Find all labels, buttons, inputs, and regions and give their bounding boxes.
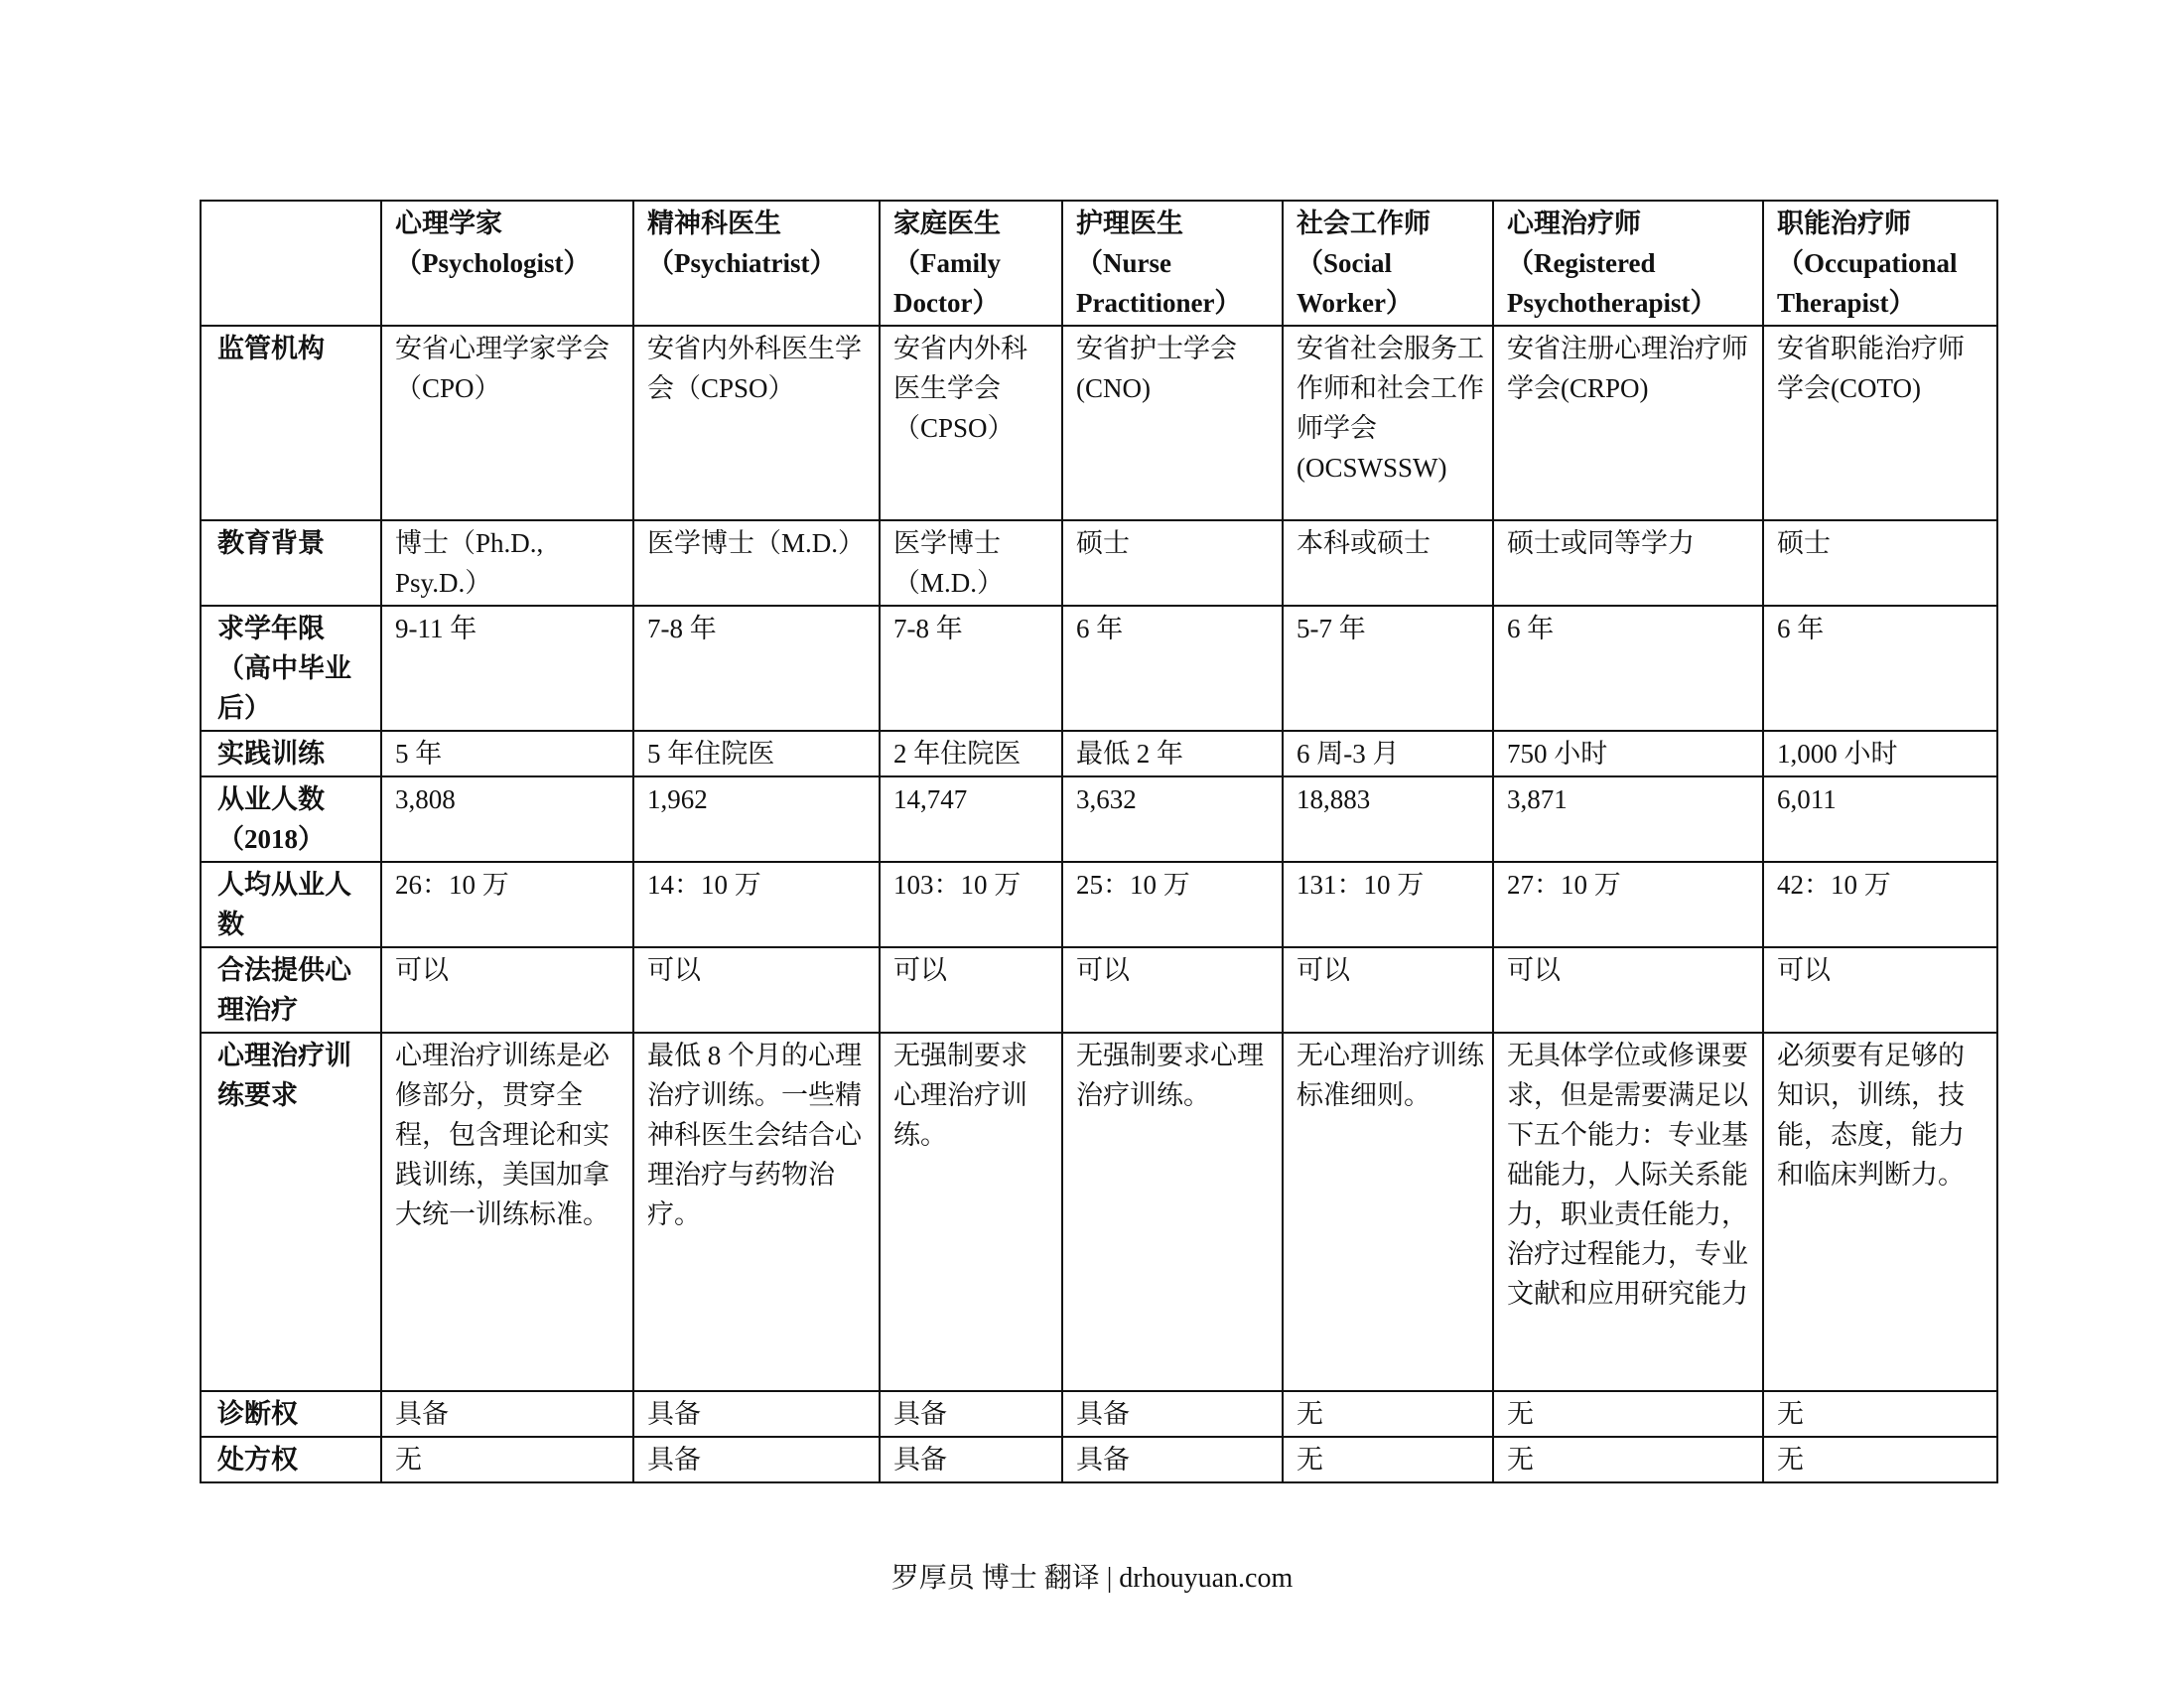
table-cell: 6 年 (1493, 606, 1763, 731)
table-row-therapy-training (201, 1033, 1997, 1391)
table-cell: 博士（Ph.D., Psy.D.） (381, 520, 633, 606)
table-cell: 6 年 (1763, 606, 1997, 731)
table-cell: 无具体学位或修课要求，但是需要满足以下五个能力：专业基础能力，人际关系能力，职业责任能力，治疗过程能力，专业文献和应用研究能力 (1493, 1033, 1763, 1391)
table-row-regulator (201, 326, 1997, 520)
column-header-en: （Psychiatrist） (647, 248, 837, 278)
row-label: 人均从业人数 (201, 862, 381, 947)
column-header-psychiatrist (633, 201, 880, 326)
table-cell: 具备 (1062, 1437, 1283, 1482)
column-header-psychologist (381, 201, 633, 326)
table-cell: 硕士 (1763, 520, 1997, 606)
table-row-practitioners (201, 776, 1997, 862)
table-cell: 安省护士学会(CNO) (1062, 326, 1283, 520)
table-cell: 无 (1283, 1437, 1493, 1482)
column-header-zh: 心理学家 (395, 209, 502, 238)
table-cell: 5-7 年 (1283, 606, 1493, 731)
table-cell: 具备 (381, 1391, 633, 1437)
table-row-prescription (201, 1437, 1997, 1482)
table-cell: 最低 2 年 (1062, 731, 1283, 776)
table-cell: 103：10 万 (880, 862, 1062, 947)
table-cell: 安省心理学家学会（CPO） (381, 326, 633, 520)
table-cell: 3,808 (381, 776, 633, 862)
table-row-practice-training (201, 731, 1997, 776)
table-cell: 6,011 (1763, 776, 1997, 862)
table-cell: 131：10 万 (1283, 862, 1493, 947)
table-row-study-years (201, 606, 1997, 731)
table-cell: 5 年住院医 (633, 731, 880, 776)
table-cell: 无强制要求心理治疗训练。 (880, 1033, 1062, 1391)
column-header-occupational-therapist (1763, 201, 1997, 326)
table-cell: 2 年住院医 (880, 731, 1062, 776)
column-header-zh: 职能治疗师 (1777, 209, 1911, 238)
row-label: 实践训练 (201, 731, 381, 776)
table-cell: 7-8 年 (633, 606, 880, 731)
table-cell: 6 年 (1062, 606, 1283, 731)
table-cell: 27：10 万 (1493, 862, 1763, 947)
table-cell: 无 (1493, 1437, 1763, 1482)
table-cell: 无 (1763, 1391, 1997, 1437)
table-cell: 具备 (880, 1391, 1062, 1437)
table-cell: 医学博士（M.D.） (633, 520, 880, 606)
table-cell: 硕士 (1062, 520, 1283, 606)
table-cell: 安省内外科医生学会（CPSO） (880, 326, 1062, 520)
row-label: 求学年限（高中毕业后） (201, 606, 381, 731)
column-header-nurse-practitioner (1062, 201, 1283, 326)
table-cell: 安省职能治疗师学会(COTO) (1763, 326, 1997, 520)
table-cell: 1,000 小时 (1763, 731, 1997, 776)
column-header-en: （Social Worker） (1297, 248, 1413, 318)
table-cell: 具备 (633, 1391, 880, 1437)
table-cell: 最低 8 个月的心理治疗训练。一些精神科医生会结合心理治疗与药物治疗。 (633, 1033, 880, 1391)
table-cell: 3,632 (1062, 776, 1283, 862)
table-cell: 1,962 (633, 776, 880, 862)
column-header-family-doctor (880, 201, 1062, 326)
table-cell: 18,883 (1283, 776, 1493, 862)
table-cell: 硕士或同等学力 (1493, 520, 1763, 606)
row-label: 从业人数（2018） (201, 776, 381, 862)
column-header-zh: 社会工作师 (1297, 209, 1431, 238)
table-cell: 安省社会服务工作师和社会工作师学会(OCSWSSW) (1283, 326, 1493, 520)
table-cell: 3,871 (1493, 776, 1763, 862)
table-row-legal-therapy (201, 947, 1997, 1033)
table-cell: 无 (1493, 1391, 1763, 1437)
table-cell: 9-11 年 (381, 606, 633, 731)
table-cell: 可以 (381, 947, 633, 1033)
column-header-zh: 心理治疗师 (1507, 209, 1641, 238)
table-cell: 无心理治疗训练标准细则。 (1283, 1033, 1493, 1391)
table-cell: 必须要有足够的知识，训练，技能，态度，能力和临床判断力。 (1763, 1033, 1997, 1391)
header-row (201, 201, 1997, 326)
table-cell: 可以 (880, 947, 1062, 1033)
table-cell: 本科或硕士 (1283, 520, 1493, 606)
table-cell: 5 年 (381, 731, 633, 776)
table-cell: 14：10 万 (633, 862, 880, 947)
row-label: 诊断权 (201, 1391, 381, 1437)
row-label: 合法提供心理治疗 (201, 947, 381, 1033)
table-cell: 14,747 (880, 776, 1062, 862)
column-header-en: （Nurse Practitioner） (1076, 248, 1242, 318)
table-cell: 医学博士（M.D.） (880, 520, 1062, 606)
row-label: 心理治疗训练要求 (201, 1033, 381, 1391)
corner-cell (201, 201, 381, 326)
table-cell: 可以 (633, 947, 880, 1033)
table-cell: 心理治疗训练是必修部分，贯穿全程，包含理论和实践训练，美国加拿大统一训练标准。 (381, 1033, 633, 1391)
table-cell: 7-8 年 (880, 606, 1062, 731)
table-cell: 42：10 万 (1763, 862, 1997, 947)
column-header-en: （Family Doctor） (893, 248, 1001, 318)
row-label: 监管机构 (201, 326, 381, 520)
column-header-en: （Occupational Therapist） (1777, 248, 1958, 318)
table-cell: 可以 (1283, 947, 1493, 1033)
column-header-zh: 精神科医生 (647, 209, 781, 238)
profession-comparison-table (200, 200, 1998, 1483)
row-label: 教育背景 (201, 520, 381, 606)
column-header-en: （Psychologist） (395, 248, 591, 278)
table-cell: 26：10 万 (381, 862, 633, 947)
table-cell: 安省内外科医生学会（CPSO） (633, 326, 880, 520)
column-header-registered-psychotherapist (1493, 201, 1763, 326)
table-cell: 具备 (880, 1437, 1062, 1482)
table-cell: 25：10 万 (1062, 862, 1283, 947)
table-cell: 可以 (1493, 947, 1763, 1033)
column-header-zh: 家庭医生 (893, 209, 1001, 238)
table-cell: 安省注册心理治疗师学会(CRPO) (1493, 326, 1763, 520)
table-cell: 可以 (1062, 947, 1283, 1033)
table-cell: 无强制要求心理治疗训练。 (1062, 1033, 1283, 1391)
table-row-per-capita (201, 862, 1997, 947)
table-cell: 具备 (633, 1437, 880, 1482)
footer-credit: 罗厚员 博士 翻译 | drhouyuan.com (890, 1563, 1294, 1594)
column-header-en: （Registered Psychotherapist） (1507, 248, 1717, 318)
table-cell: 无 (1283, 1391, 1493, 1437)
table-cell: 无 (1763, 1437, 1997, 1482)
table-cell: 6 周-3 月 (1283, 731, 1493, 776)
table-cell: 无 (381, 1437, 633, 1482)
column-header-zh: 护理医生 (1076, 209, 1183, 238)
column-header-social-worker (1283, 201, 1493, 326)
table-cell: 750 小时 (1493, 731, 1763, 776)
table-cell: 可以 (1763, 947, 1997, 1033)
table-row-diagnosis (201, 1391, 1997, 1437)
table-cell: 具备 (1062, 1391, 1283, 1437)
table-row-education (201, 520, 1997, 606)
row-label: 处方权 (201, 1437, 381, 1482)
